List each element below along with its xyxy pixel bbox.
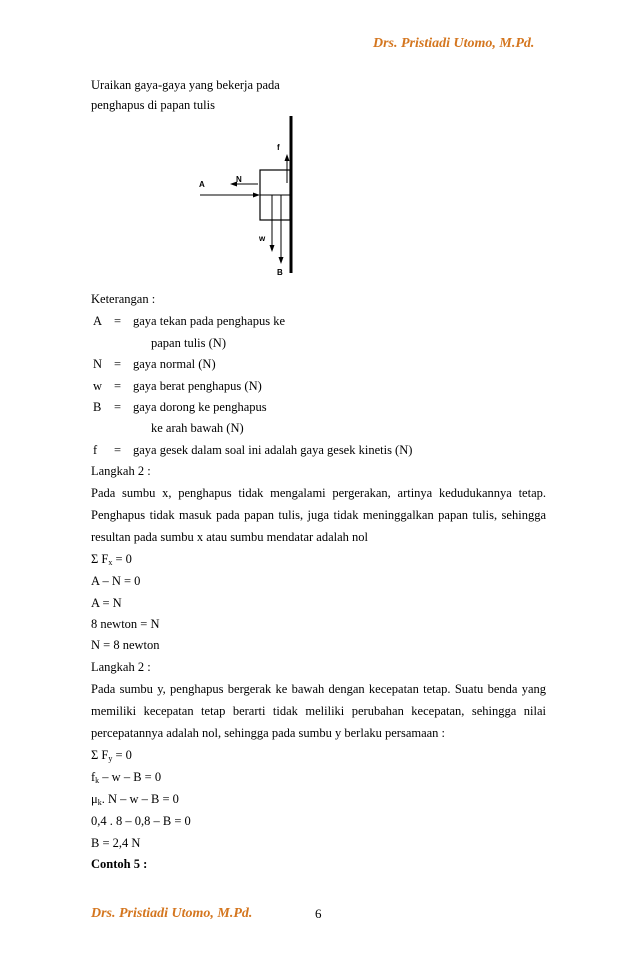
intro-line-2: penghapus di papan tulis [91,98,215,112]
label-b: B [277,268,283,277]
eq-fk: $f_k - w - B = 0$ [91,770,162,785]
eq-muk: $\mu_k$. N – w – B = 0 [91,792,179,807]
header-author: Drs. Pristiadi Utomo, M.Pd. [373,36,535,51]
label-n: N [236,175,242,184]
ket-desc-b-2: ke arah bawah (N) [151,421,244,435]
ket-eq-f: = [114,443,122,457]
eq-n-8-newton: N = 8 newton [91,638,160,652]
eq-8-newton: 8 newton = N [91,617,160,631]
langkah-y-title: Langkah 2 : [91,660,151,674]
intro-line-1: Uraikan gaya-gaya yang bekerja pada [91,78,280,92]
ket-eq-b: = [114,400,122,414]
page-number: 6 [315,906,322,921]
keterangan-title: Keterangan : [91,292,156,306]
langkah-y-para-2: memiliki kecepatan tetap berarti tidak meliliki perubahan kecepatan, sehingga nilai [91,704,546,718]
ket-sym-n: N [93,357,103,371]
footer-author: Drs. Pristiadi Utomo, M.Pd. [91,906,253,921]
friction-arrowhead [285,154,290,161]
ket-sym-f: f [93,443,98,457]
langkah-y-para-1: Pada sumbu y, penghapus bergerak ke bawah dengan kecepatan tetap. Suatu benda yang [91,682,546,696]
ket-desc-f: gaya gesek dalam soal ini adalah gaya gesek kinetis (N) [133,443,413,457]
force-diagram [190,108,310,283]
push-arrowhead-b [279,257,284,264]
ket-sym-b: B [93,400,102,414]
eq-b-result: B = 2,4 N [91,836,141,850]
langkah-x-para-2: Penghapus tidak masuk pada papan tulis, juga tidak meninggalkan papan tulis, sehingga [91,508,546,522]
ket-desc-b: gaya dorong ke penghapus [133,400,267,414]
ket-eq-w: = [114,379,122,393]
contoh-heading: Contoh 5 : [91,857,148,871]
eq-numeric: 0,4 . 8 – 0,8 – B = 0 [91,814,191,828]
ket-sym-a: A [93,314,103,328]
langkah-x-para-1: Pada sumbu x, penghapus tidak mengalami pergerakan, artinya kedudukannya tetap. [91,486,546,500]
ket-desc-w: gaya berat penghapus (N) [133,379,262,393]
sum-fx-equation: Σ $F_x = 0$ [91,552,132,567]
eq-a-minus-n: A – N = 0 [91,574,141,588]
langkah-y-para-3: percepatannya adalah nol, sehingga pada sumbu y berlaku persamaan : [91,726,446,740]
push-arrowhead-a [253,193,260,198]
eq-a-equals-n: A = N [91,596,122,610]
ket-desc-a-2: papan tulis (N) [151,336,226,350]
label-a: A [199,180,205,189]
label-w: w [259,234,266,243]
ket-sym-w: w [93,379,103,393]
ket-eq-n: = [114,357,122,371]
ket-desc-a: gaya tekan pada penghapus ke [133,314,286,328]
ket-desc-n: gaya normal (N) [133,357,216,371]
langkah-x-title: Langkah 2 : [91,464,151,478]
label-f: f [277,143,280,152]
langkah-x-para-3: resultan pada sumbu x atau sumbu mendatar adalah nol [91,530,369,544]
weight-arrowhead [270,245,275,252]
sum-fy-equation: Σ $F_y = 0$ [91,748,132,763]
ket-eq-a: = [114,314,122,328]
